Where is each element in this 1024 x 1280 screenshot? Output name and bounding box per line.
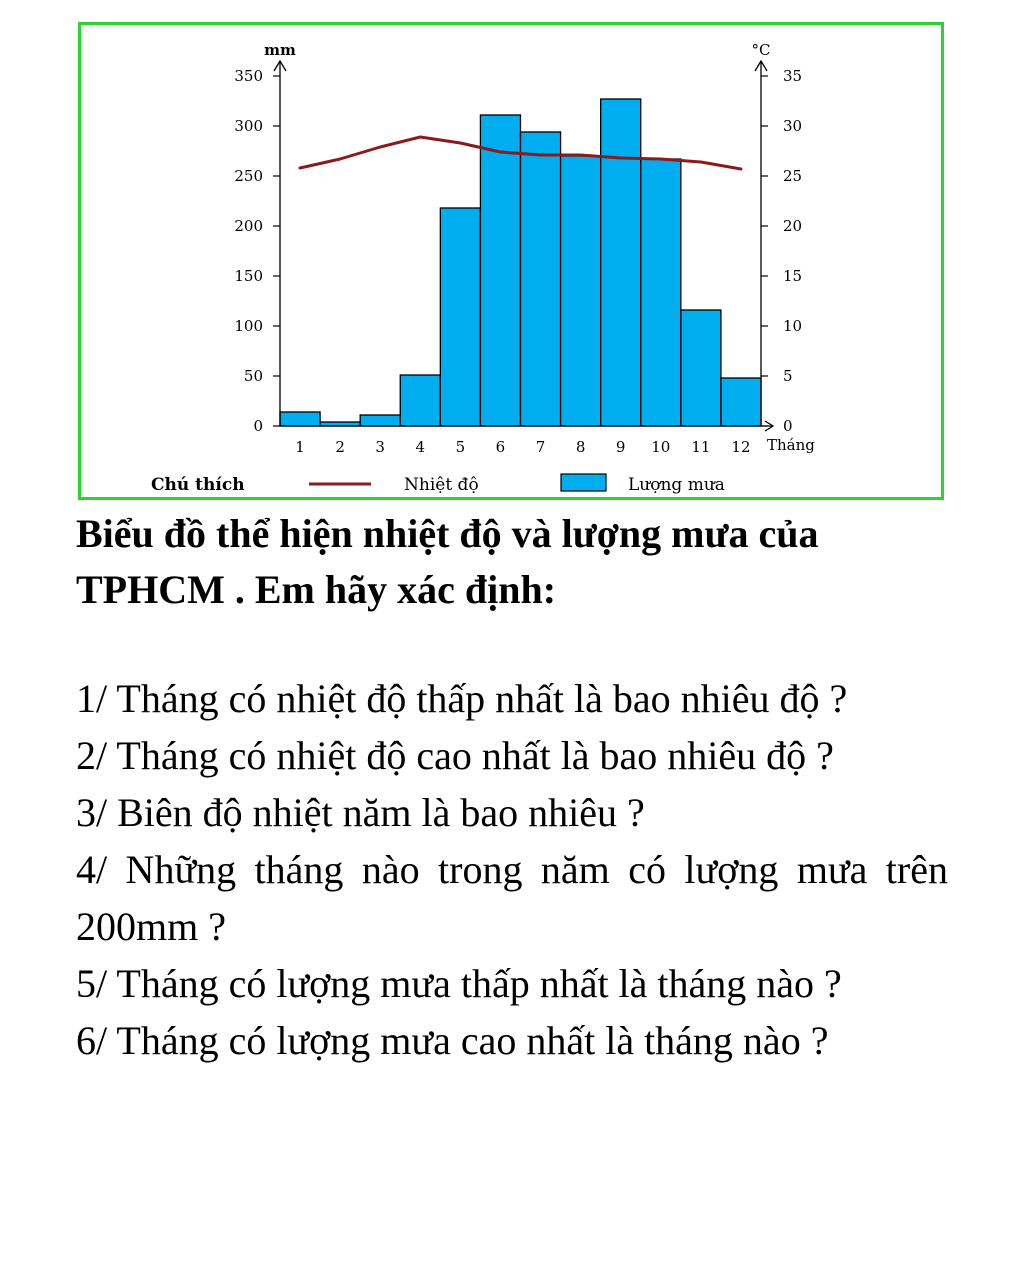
rain-bar (641, 159, 681, 426)
x-tick-label: 3 (375, 438, 385, 456)
x-tick-label: 7 (535, 438, 546, 456)
x-tick-label: 10 (651, 438, 671, 456)
right-tick-label: 10 (783, 317, 803, 335)
right-tick-label: 15 (783, 267, 803, 285)
right-tick-label: 20 (783, 217, 803, 235)
rain-bar (480, 115, 520, 426)
rain-bar (721, 378, 761, 426)
page-title (76, 506, 956, 618)
legend-label-rain: Lượng mưa (628, 475, 725, 495)
question-item: 2/ Tháng có nhiệt độ cao nhất là bao nhiêu độ ? (76, 733, 834, 778)
chart-frame (78, 22, 944, 500)
rain-bar (440, 208, 480, 426)
left-tick-label: 0 (253, 417, 263, 435)
rain-bar (360, 415, 400, 426)
y-left-label: mm (264, 41, 296, 59)
y-right-label: °C (751, 41, 771, 59)
question-list (76, 670, 948, 1069)
rain-bar (561, 156, 601, 426)
x-tick-label: 8 (575, 438, 586, 456)
right-tick-label: 25 (783, 167, 803, 185)
question-item: 1/ Tháng có nhiệt độ thấp nhất là bao nhiêu độ ? (76, 676, 848, 721)
left-tick-label: 200 (234, 217, 263, 235)
x-tick-label: 2 (335, 438, 345, 456)
legend-title: Chú thích (151, 475, 245, 495)
x-tick-label: 6 (495, 438, 506, 456)
title-line-2: TPHCM . Em hãy xác định: (76, 567, 557, 612)
rain-bar (400, 375, 440, 426)
left-tick-label: 250 (234, 167, 263, 185)
question-item: 3/ Biên độ nhiệt năm là bao nhiêu ? (76, 790, 645, 835)
left-tick-label: 150 (234, 267, 263, 285)
climate-chart (81, 25, 941, 497)
x-axis-label: Tháng (767, 436, 815, 454)
rain-bar (681, 310, 721, 426)
left-tick-label: 50 (243, 367, 263, 385)
x-tick-label: 9 (615, 438, 626, 456)
left-tick-label: 100 (234, 317, 263, 335)
right-tick-label: 30 (783, 117, 803, 135)
x-tick-label: 12 (731, 438, 751, 456)
question-item: 6/ Tháng có lượng mưa cao nhất là tháng nào ? (76, 1018, 829, 1063)
x-tick-label: 11 (691, 438, 711, 456)
rain-bar (280, 412, 320, 426)
x-tick-label: 1 (295, 438, 305, 456)
question-item: 4/ Những tháng nào trong năm có lượng mưa trên 200mm ? (76, 847, 948, 949)
title-line-1: Biểu đồ thể hiện nhiệt độ và lượng mưa của (76, 511, 819, 556)
left-tick-label: 350 (234, 67, 263, 85)
legend-label-temperature: Nhiệt độ (404, 475, 479, 495)
rain-bar (601, 99, 641, 426)
right-tick-label: 0 (783, 417, 793, 435)
rain-bar (521, 132, 561, 426)
x-tick-label: 5 (455, 438, 466, 456)
right-tick-label: 35 (783, 67, 803, 85)
left-tick-label: 300 (234, 117, 263, 135)
x-tick-label: 4 (415, 438, 426, 456)
question-item: 5/ Tháng có lượng mưa thấp nhất là tháng nào ? (76, 961, 842, 1006)
legend-bar-swatch (561, 474, 606, 491)
right-tick-label: 5 (783, 367, 793, 385)
